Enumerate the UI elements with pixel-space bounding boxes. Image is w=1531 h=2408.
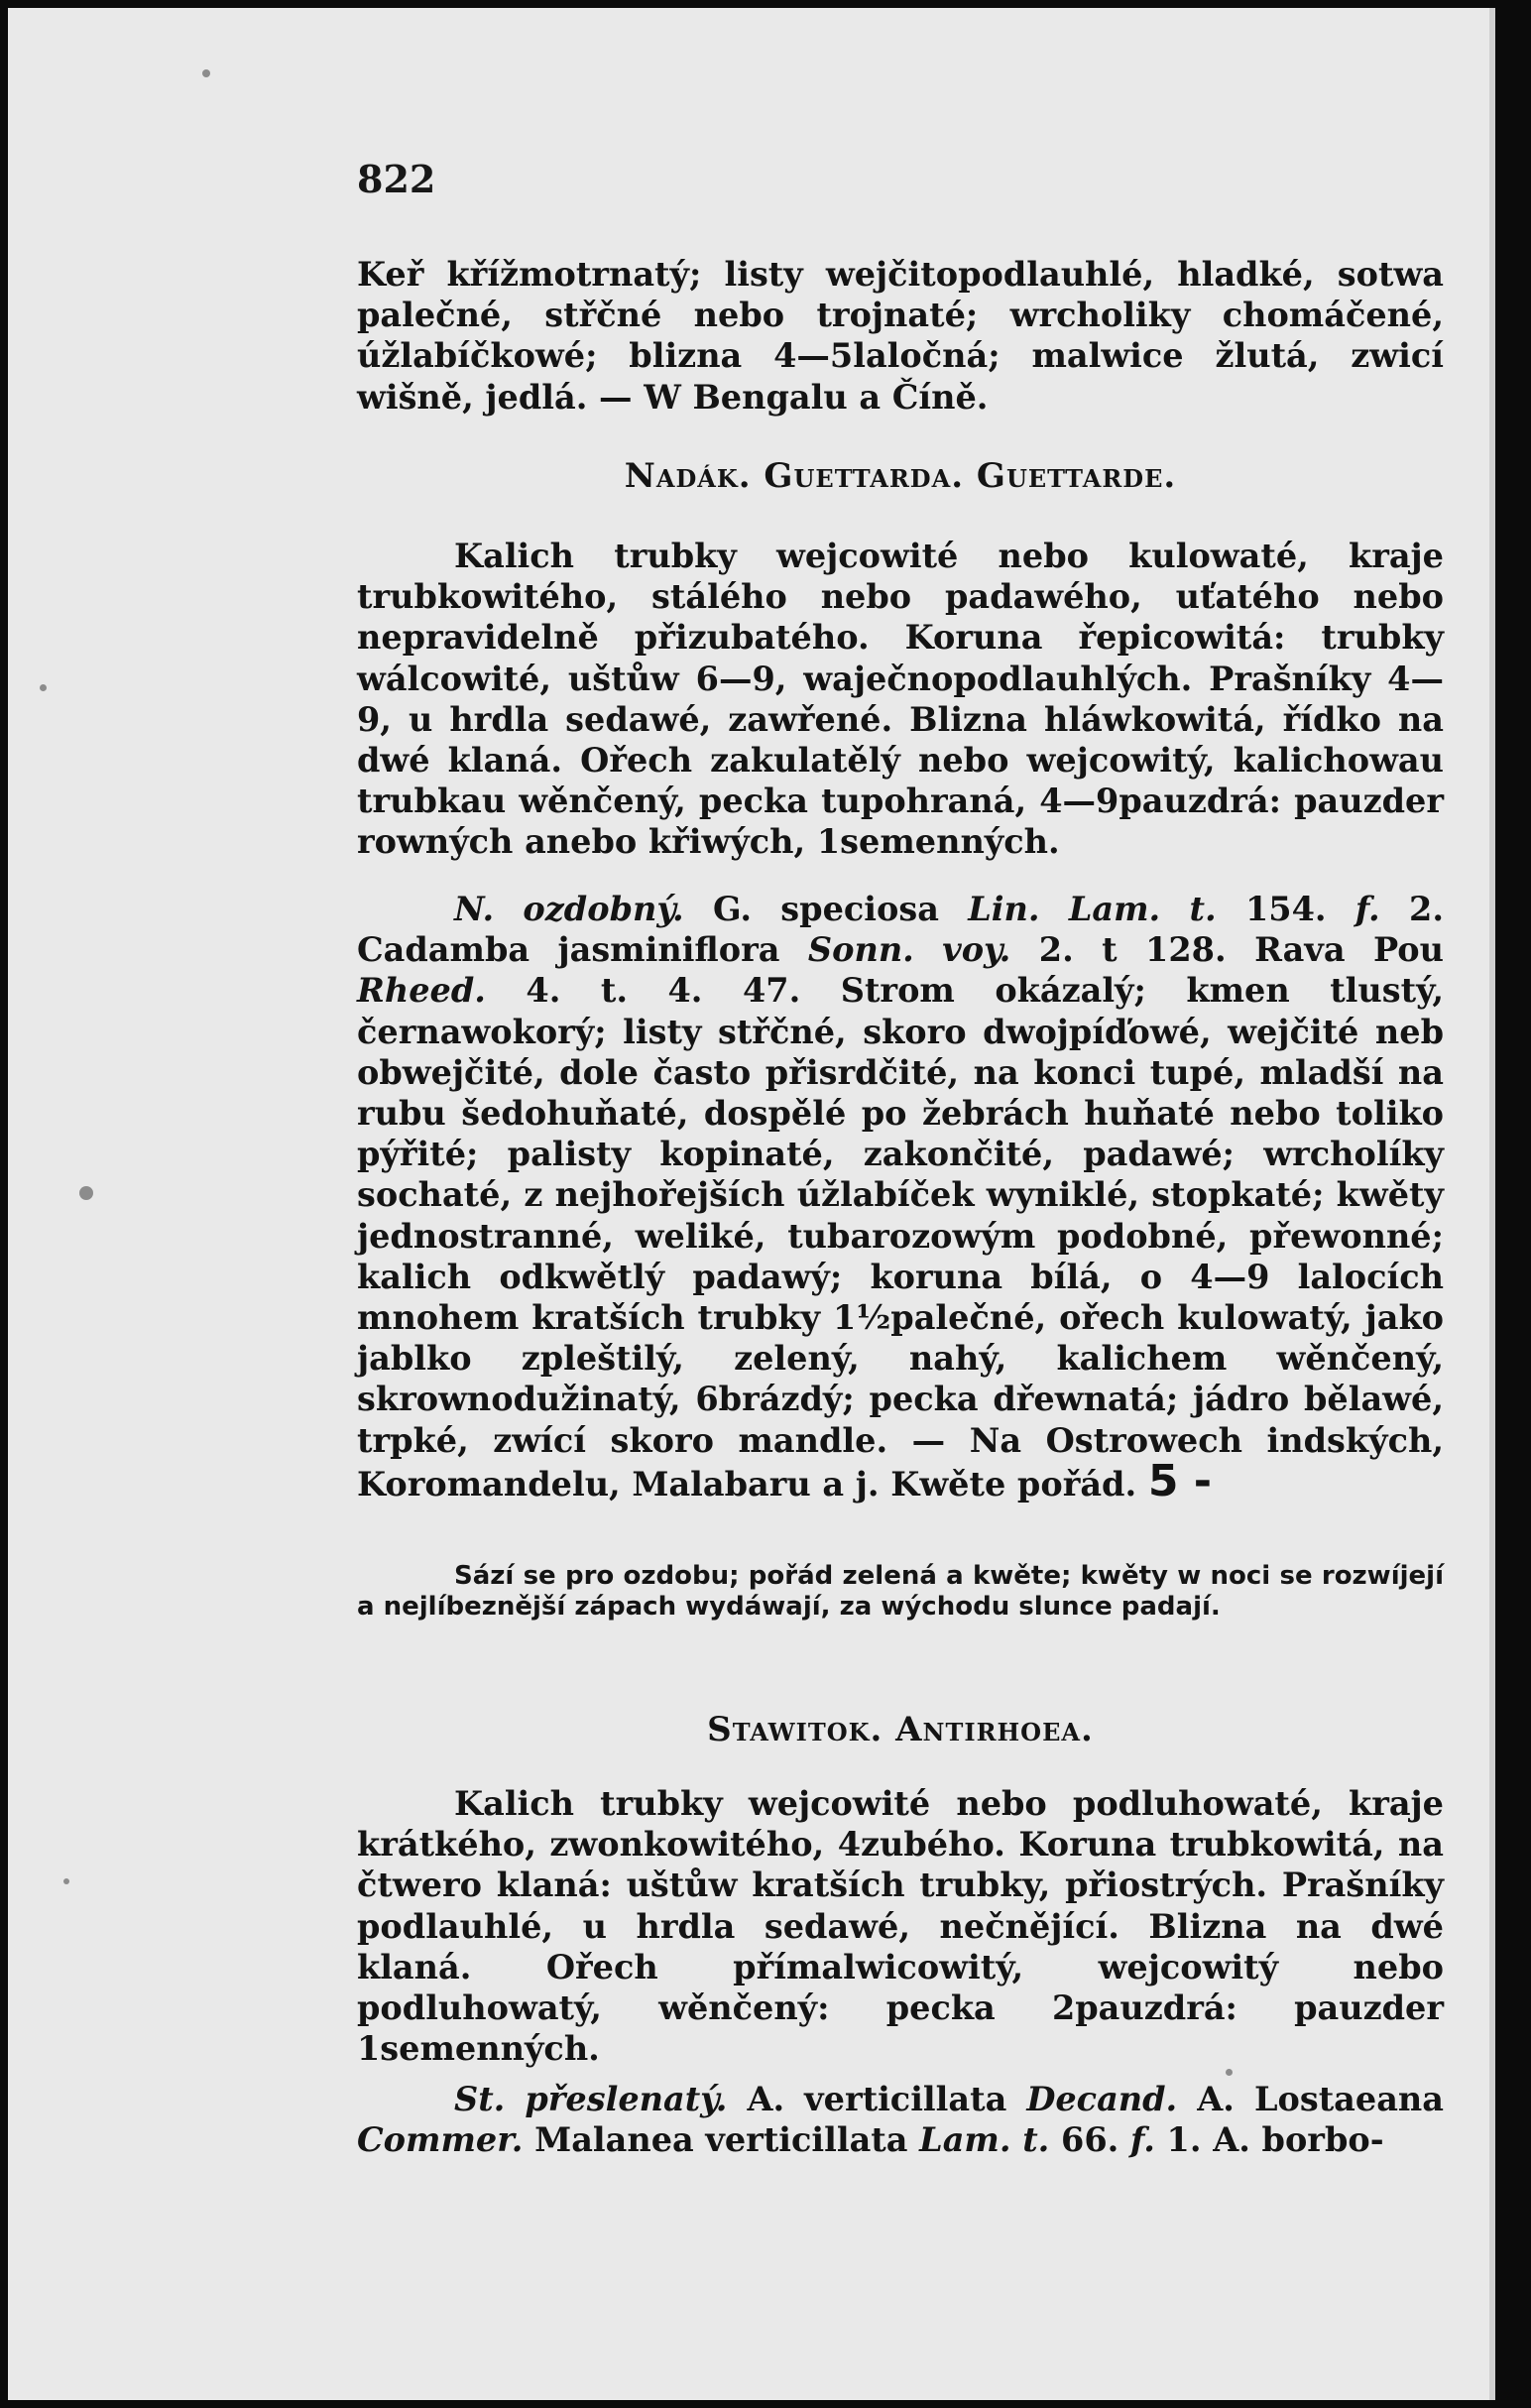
footnote-block [357,1561,1444,1623]
reference-author: Rheed. [357,971,486,1011]
species-latin-name: G. speciosa [712,890,939,928]
reference-table: t. [1189,890,1217,928]
genus-description-guettarda [357,536,1444,863]
species-czech-name: N. ozdobný. [454,890,684,928]
paragraph-intro [357,254,1444,418]
scan-speck [40,684,47,691]
synonym-name: Malanea verticillata [534,2120,908,2160]
page-number: 822 [357,157,436,201]
section-heading-stawitok: Stawitok. Antirhoea. [707,1710,1094,1749]
continued-text: A. borbo- [1213,2120,1384,2160]
scan-speck [202,69,210,77]
species-entry-speciosa [357,889,1444,1505]
species-text [357,889,1444,1505]
reference-number: 1. [1166,2120,1202,2160]
species-entry-verticillata [357,2079,1444,2160]
scanned-page [8,8,1495,2400]
scan-speck [63,1878,69,1884]
reference-number: 2. [1409,890,1445,928]
reference-author: Lam. [1068,890,1161,928]
reference-figure: f. [1354,890,1380,928]
reference-author: Lin. [968,890,1040,928]
synonym-name: A. Lostaeana [1197,2080,1444,2118]
page-edge [1489,8,1495,2400]
species-description: Strom okázalý; kmen tlustý, černawokorý; listy střčné, skoro dwojpíďowé, wejčité neb obwejčité, dole často přisrdčité, na konci tupé, mladší na rubu šedohuňaté, dospělé po žebrách huňaté nebo toliko pýřité; palisty kopinaté, zakončité, padawé; wrcholíky sochaté, z nejhořejších úžlabíček wyniklé, stopkaté; kwěty jednostranné, weliké, tubarozowým podobné, přewonné; kalich odkwětlý padawý; koruna bílá, o 4—9 lalocích mnohem kratších trubky 1½palečné, ořech kulowatý, jako jablko zpleštilý, zelený, nahý, kalichem wěnčený, skrownodužinatý, 6brázdý; pecka dřewnatá; jádro bělawé, trpké, zwící skoro mandle. — Na Ostrowech indských, Koromandelu, Malabaru a j. Kwěte pořád. [357,971,1445,1504]
footnote-text: Sází se pro ozdobu; pořád zelená a kwěte; kwěty w noci se rozwíjejí a nejlíbeznější zápach wydáwají, za wýchodu slunce padají. [357,1561,1444,1622]
reference-author: Sonn. voy. [807,930,1011,970]
reference-number: 2. t 128. [1038,930,1227,970]
reference-table: t. [1022,2120,1050,2160]
genus-description-antirhoea [357,1783,1444,2069]
species-latin-name: A. verticillata [747,2080,1007,2118]
reference-author: Decand. [1026,2080,1178,2118]
paragraph-text: Kalich trubky wejcowité nebo podluhowaté, kraje krátkého, zwonkowitého, 4zubého. Koruna trubkowitá, na čtwero klaná: uštůw kratších trubky, přiostrých. Prašníky podlauhlé, u hrdla sedawé, nečnějící. Blizna na dwé klaná. Ořech přímalwicowitý, wejcowitý nebo podluhowatý, wěnčený: pecka 2pauzdrá: pauzder 1semenných. [357,1784,1444,2069]
reference-author: Lam. [919,2120,1011,2160]
paragraph-text: Keř křížmotrnatý; listy wejčitopodlauhlé, hladké, sotwa palečné, střčné nebo trojnaté; wrcholiky chomáčené, úžlabíčkowé; blizna 4—5laločná; malwice žlutá, zwicí wišně, jedlá. — W Bengalu a Číně. [357,255,1444,417]
margin-symbol: 5 - [1147,1455,1213,1506]
synonym-name: Rava Pou [1254,930,1444,970]
paragraph-text: Kalich trubky wejcowité nebo kulowaté, kraje trubkowitého, stálého nebo padawého, uťatého nebo nepravidelně přizubatého. Koruna řepicowitá: trubky wálcowité, uštůw 6—9, waječnopodlauhlých. Prašníky 4—9, u hrdla sedawé, zawřené. Blizna hláwkowitá, řídko na dwé klaná. Ořech zakulatělý nebo wejcowitý, kalichowau trubkau wěnčený, pecka tupohraná, 4—9pauzdrá: pauzder rowných anebo křiwých, 1semenných. [357,537,1444,862]
scan-speck [1226,2069,1233,2076]
species-czech-name: St. přeslenatý. [454,2080,728,2118]
reference-figure: f. [1129,2120,1155,2160]
reference-number: 66. [1061,2120,1119,2160]
reference-number: 154. [1244,890,1327,928]
species-text [357,2079,1444,2160]
scan-speck [79,1186,93,1200]
section-heading-nadak: Nadák. Guettarda. Guettarde. [624,456,1177,496]
reference-number: 4. t. 4. 47. [526,971,801,1011]
synonym-name: Cadamba jasminiflora [357,930,780,970]
reference-author: Commer. [357,2120,524,2160]
